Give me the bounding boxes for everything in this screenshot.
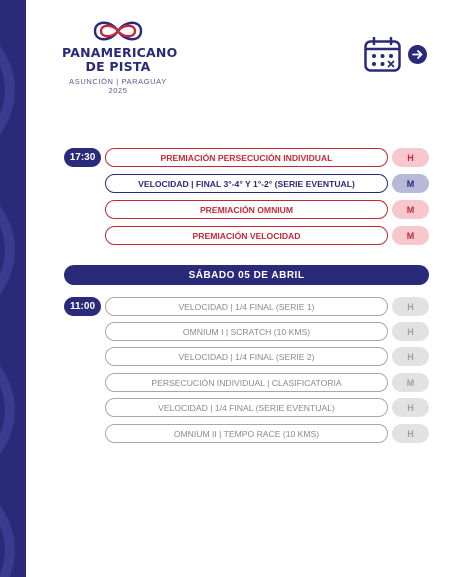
schedule-row: [0, 297, 461, 316]
logo-subtitle: ASUNCIÓN | PARAGUAY 2025: [69, 77, 167, 95]
next-button[interactable]: [408, 45, 427, 64]
session-time: 17:30: [64, 148, 101, 167]
event-pill[interactable]: VELOCIDAD | 1/4 FINAL (SERIE EVENTUAL): [105, 398, 388, 417]
gender-badge: H: [392, 347, 429, 366]
schedule-row: [0, 424, 461, 443]
gender-badge: M: [392, 226, 429, 245]
event-pill[interactable]: OMNIUM II | TEMPO RACE (10 KMS): [105, 424, 388, 443]
schedule-row: [0, 373, 461, 392]
event-pill[interactable]: PERSECUCIÓN INDIVIDUAL | CLASIFICATORIA: [105, 373, 388, 392]
arrow-right-icon: [412, 49, 423, 60]
gender-badge: M: [392, 373, 429, 392]
schedule-row: [0, 226, 461, 245]
gender-badge: H: [392, 148, 429, 167]
gender-badge: M: [392, 200, 429, 219]
event-pill[interactable]: VELOCIDAD | FINAL 3°-4° Y 1°-2° (SERIE EVENTUAL): [105, 174, 388, 193]
logo-title-line2: DE PISTA: [85, 59, 151, 74]
gender-badge: H: [392, 424, 429, 443]
schedule-row: [0, 398, 461, 417]
event-pill[interactable]: PREMIACIÓN VELOCIDAD: [105, 226, 388, 245]
infinity-loop-icon: [87, 16, 149, 46]
left-decorative-band: [0, 0, 26, 577]
gender-badge: H: [392, 297, 429, 316]
schedule-row: [0, 322, 461, 341]
event-pill[interactable]: VELOCIDAD | 1/4 FINAL (SERIE 1): [105, 297, 388, 316]
day-header: SÁBADO 05 DE ABRIL: [64, 265, 429, 285]
gender-badge: H: [392, 322, 429, 341]
event-pill[interactable]: PREMIACIÓN PERSECUCIÓN INDIVIDUAL: [105, 148, 388, 167]
event-pill[interactable]: PREMIACIÓN OMNIUM: [105, 200, 388, 219]
gender-badge: H: [392, 398, 429, 417]
gender-badge: M: [392, 174, 429, 193]
event-pill[interactable]: VELOCIDAD | 1/4 FINAL (SERIE 2): [105, 347, 388, 366]
session-time: 11:00: [64, 297, 101, 316]
event-pill[interactable]: OMNIUM I | SCRATCH (10 KMS): [105, 322, 388, 341]
schedule-row: [0, 174, 461, 193]
schedule-row: [0, 148, 461, 167]
calendar-icon: [364, 37, 401, 72]
logo-title-line1: PANAMERICANO: [62, 45, 178, 60]
band-pattern-icon: [0, 0, 26, 577]
calendar-button[interactable]: [364, 37, 401, 77]
schedule-row: [0, 200, 461, 219]
event-logo: [62, 16, 178, 95]
schedule-row: [0, 347, 461, 366]
